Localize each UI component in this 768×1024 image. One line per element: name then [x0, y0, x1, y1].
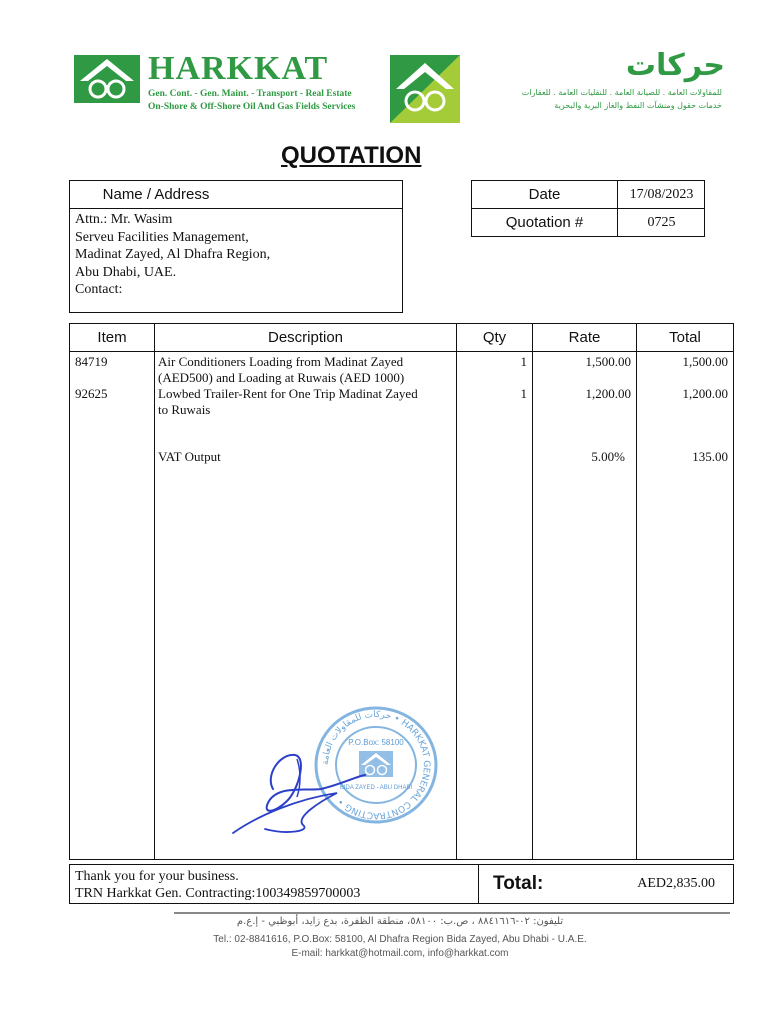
item-total: 135.00 [692, 449, 728, 464]
column-header-item: Item [97, 329, 127, 346]
stamp-location: BIDA ZAYED - ABU DHABI [339, 785, 413, 791]
arabic-tagline-line2: خدمات حقول ومنشآت النفط والغاز البرية والبحرية [554, 101, 722, 110]
item-code: 92625 [75, 386, 108, 401]
column-header-description: Description [267, 329, 344, 346]
signature [225, 745, 375, 840]
center-logo [390, 55, 460, 123]
table-row [70, 449, 733, 469]
column-header-total: Total [669, 329, 701, 346]
address-header: Name / Address [102, 186, 210, 203]
meta-box [471, 180, 705, 237]
item-total: 1,200.00 [682, 386, 728, 401]
quotation-label: Quotation # [505, 214, 584, 231]
description-line: to Ruwais [158, 402, 211, 417]
trn-text: TRN Harkkat Gen. Contracting:100349859700003 [75, 886, 361, 901]
item-description [158, 386, 454, 418]
grand-total: AED2,835.00 [637, 876, 715, 891]
item-rate: 1,200.00 [585, 386, 631, 401]
item-rate: 5.00% [591, 449, 625, 464]
column-header-qty: Qty [482, 329, 507, 346]
item-total: 1,500.00 [682, 354, 728, 369]
brand-tagline-line2: On-Shore & Off-Shore Oil And Gas Fields Services [148, 102, 356, 112]
address-line: Madinat Zayed, Al Dhafra Region, [75, 247, 271, 262]
summary-box [69, 864, 734, 904]
description-line: (AED500) and Loading at Ruwais (AED 1000) [158, 370, 405, 385]
item-description [158, 354, 454, 386]
column-header-rate: Rate [568, 329, 601, 346]
address-line: Abu Dhabi, UAE. [75, 264, 177, 280]
item-description: VAT Output [158, 449, 221, 464]
address-line: Serveu Facilities Management, [75, 229, 249, 245]
footer-contact-line: Tel.: 02-8841616, P.O.Box: 58100, Al Dhafra Region Bida Zayed, Abu Dhabi - U.A.E. [213, 934, 587, 945]
description-line: Lowbed Trailer-Rent for One Trip Madinat Zayed [158, 386, 418, 401]
address-box [69, 180, 403, 313]
item-code: 84719 [75, 354, 108, 369]
items-table [69, 323, 734, 860]
footer-rule [174, 912, 730, 914]
date-label: Date [528, 186, 561, 203]
address-line: Contact: [75, 282, 123, 297]
item-qty: 1 [520, 386, 527, 401]
company-logo [74, 55, 140, 103]
item-rate: 1,500.00 [585, 354, 631, 369]
stamp-ring-text: حركات للمقاولات العامة • HARKKAT GENERAL CONTRACTING • [320, 709, 432, 821]
brand-tagline [148, 88, 355, 114]
arabic-tagline-line1: للمقاولات العامة . للصيانة العامة . للنقليات العامة . للعقارات [521, 88, 722, 97]
brand-tagline-line1: Gen. Cont. - Gen. Maint. - Transport - Real Estate [148, 89, 352, 99]
arabic-brand-name: حركات [625, 48, 725, 83]
table-row [70, 354, 733, 388]
quotation-number: 0725 [647, 215, 676, 230]
stamp-pobox: P.O.Box: 58100 [348, 738, 404, 747]
footer-email-line: E-mail: harkkat@hotmail.com, info@harkkat.com [291, 948, 509, 959]
description-line: Air Conditioners Loading from Madinat Zayed [158, 354, 404, 369]
arabic-tagline [490, 86, 722, 112]
total-label: Total: [493, 873, 544, 894]
brand-name: HARKKAT [148, 50, 329, 87]
thank-you-text: Thank you for your business. [75, 869, 239, 884]
item-qty: 1 [520, 354, 527, 369]
address-lines [75, 211, 270, 299]
address-line: Attn.: Mr. Wasim [75, 212, 173, 227]
table-row [70, 386, 733, 420]
footer-arabic-line: تليفون: ٠٢-٨٨٤١٦١٦ ، ص.ب: ٥٨١٠٠، منطقة الظفرة، بدع زايد، أبوظبي - إ.ع.م [236, 916, 564, 927]
document-title: QUOTATION [281, 142, 422, 169]
date-value: 17/08/2023 [629, 187, 694, 202]
